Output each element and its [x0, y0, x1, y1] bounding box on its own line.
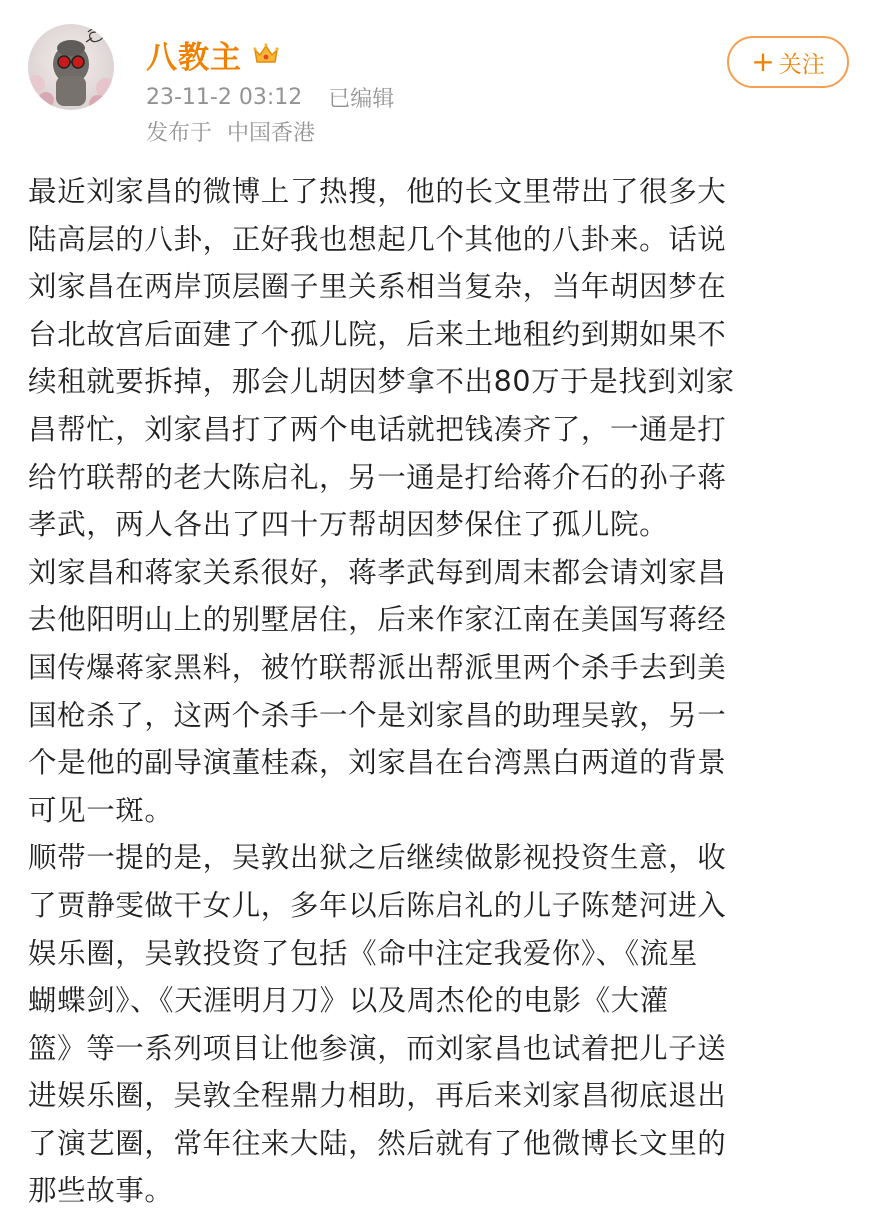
location-prefix: 发布于 — [146, 121, 213, 146]
post-body — [28, 168, 848, 1215]
avatar[interactable] — [28, 24, 114, 110]
crown-icon — [252, 42, 280, 66]
avatar-image — [28, 24, 114, 110]
post-location — [146, 116, 315, 147]
follow-label: 关注 — [778, 51, 825, 78]
post-paragraph: 最近刘家昌的微博上了热搜，他的长文里带出了很多大 陆高层的八卦，正好我也想起几个其他的八卦来。话说 刘家昌在两岸顶层圈子里关系相当复杂，当年胡因梦在 台北故宫后面建了个孤儿院，后来土地租约到期如果不 续租就要拆掉，那会儿胡因梦拿不出80万于是找到刘家 昌帮忙，刘家昌打了两个电话就把钱凑齐了，一通是打 给竹联帮的老大陈启礼，另一通是打给蒋介石的孙子蒋 孝武，两人各出了四十万帮胡因梦保住了孤儿院。 — [28, 175, 735, 542]
plus-icon: + — [751, 45, 775, 78]
post-header — [0, 0, 879, 160]
author-name[interactable]: 八教主 — [146, 39, 242, 76]
follow-button[interactable] — [727, 36, 849, 88]
post-meta — [146, 82, 394, 113]
author-row — [146, 32, 280, 76]
post-paragraph: 刘家昌和蒋家关系很好，蒋孝武每到周末都会请刘家昌 去他阳明山上的别墅居住，后来作家江南在美国写蒋经 国传爆蒋家黑料，被竹联帮派出帮派里两个杀手去到美 国枪杀了，这两个杀手一个是刘家昌的助理吴敦，另一 个是他的副导演董桂森，刘家昌在台湾黑白两道的背景 可见一斑。 — [28, 555, 727, 827]
location-value: 中国香港 — [227, 121, 316, 146]
edited-label[interactable]: 已编辑 — [328, 87, 395, 112]
post-date: 23-11-2 03:12 — [146, 85, 303, 110]
post-paragraph: 顺带一提的是，吴敦出狱之后继续做影视投资生意，收 了贾静雯做干女儿，多年以后陈启礼的儿子陈楚河进入 娱乐圈，吴敦投资了包括《命中注定我爱你》、《流星 蝴蝶剑》、《天涯明月刀》以及周杰伦的电影《大灌 篮》等一系列项目让他参演，而刘家昌也试着把儿子送 进娱乐圈，吴敦全程鼎力相助，再后来刘家昌彻底退出 了演艺圈，常年往来大陆，然后就有了他微博长文里的 那些故事。 — [28, 841, 727, 1208]
